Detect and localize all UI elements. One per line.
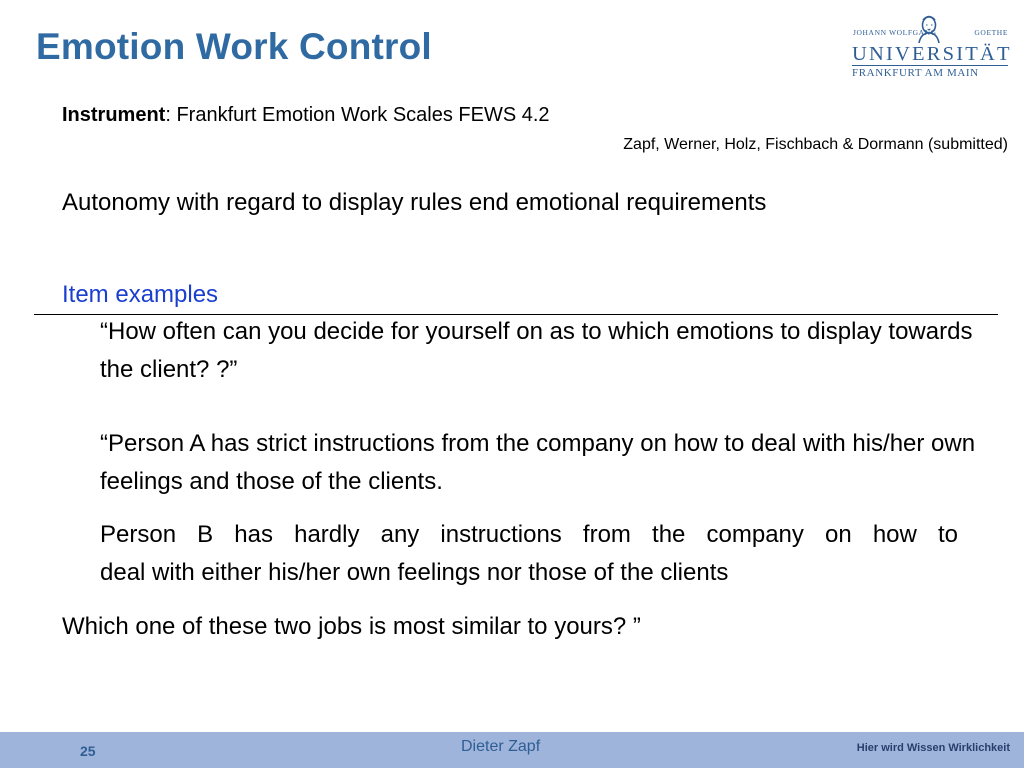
footer-bar	[0, 732, 1024, 768]
item-examples-heading: Item examples	[62, 281, 219, 308]
logo-divider	[852, 65, 1008, 66]
question-3-line-1: Person B has hardly any instructions from the company on how to	[100, 521, 958, 548]
question-4: Which one of these two jobs is most similar to yours? ”	[62, 613, 641, 640]
slide-title: Emotion Work Control	[36, 26, 432, 67]
instrument-text: : Frankfurt Emotion Work Scales FEWS 4.2	[165, 104, 550, 126]
university-logo	[850, 14, 1010, 80]
autonomy-statement: Autonomy with regard to display rules end emotional requirements	[62, 189, 767, 216]
footer-author: Dieter Zapf	[461, 738, 541, 755]
instrument-label: Instrument	[62, 104, 166, 126]
question-3-line-2: deal with either his/her own feelings nor those of the clients	[100, 559, 729, 586]
footer-slogan: Hier wird Wissen Wirklichkeit	[856, 742, 1010, 754]
question-3	[100, 516, 958, 592]
goethe-portrait-icon	[911, 14, 947, 44]
instrument-line	[62, 104, 550, 127]
question-2: “Person A has strict instructions from the company on how to deal with his/her own feelings and those of the clients.	[100, 430, 976, 495]
question-1: “How often can you decide for yourself on as to which emotions to display towards the client? ?”	[100, 318, 973, 383]
logo-city: FRANKFURT AM MAIN	[852, 67, 979, 79]
logo-top-left: JOHANN WOLFGANG	[853, 28, 937, 37]
citation: Zapf, Werner, Holz, Fischbach & Dormann (submitted)	[623, 136, 1008, 153]
logo-university: UNIVERSITÄT	[852, 43, 1012, 65]
logo-top-right: GOETHE	[974, 28, 1008, 37]
page-number: 25	[80, 743, 96, 759]
